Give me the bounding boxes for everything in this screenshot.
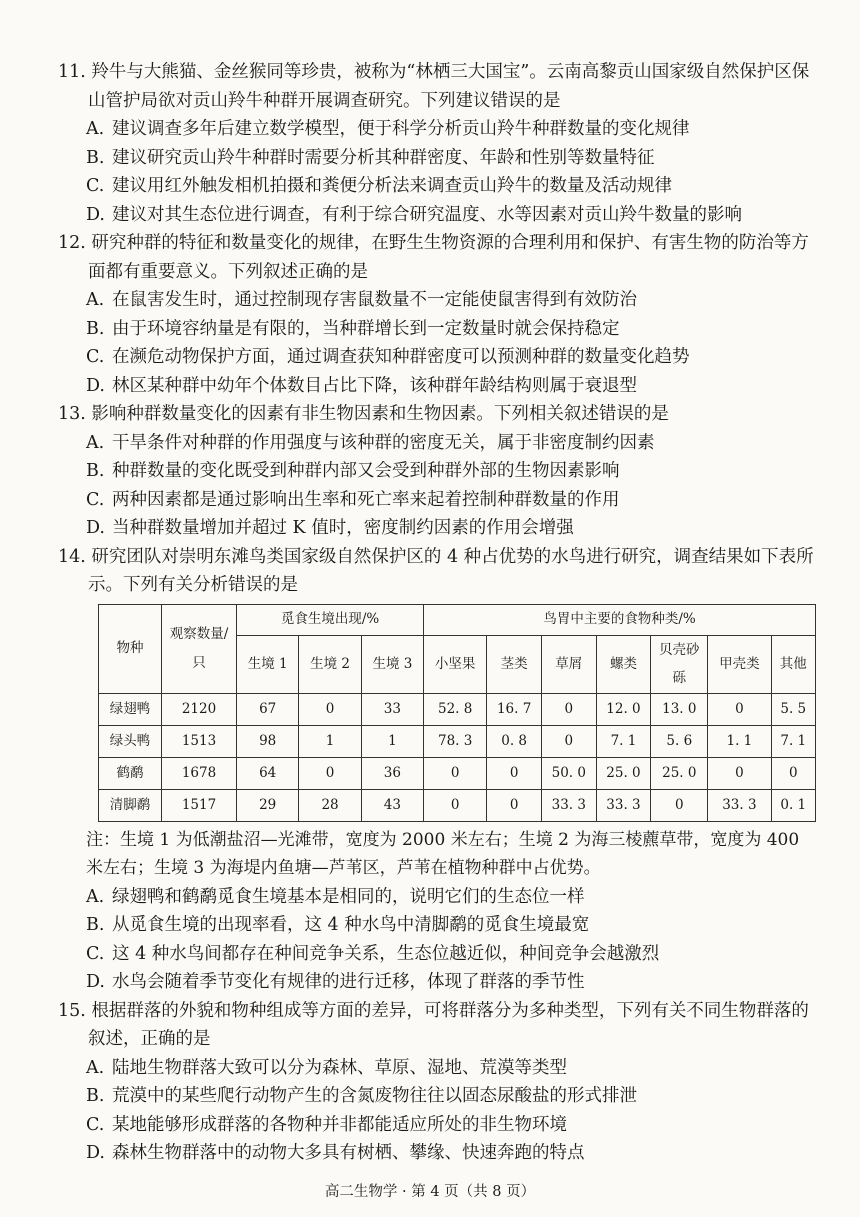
table-cell: 36 [361, 757, 423, 789]
table-cell: 7. 1 [771, 725, 816, 757]
header-food-other: 其他 [771, 635, 816, 693]
header-count: 观察数量/只 [162, 604, 237, 693]
question-13 [58, 400, 820, 543]
table-cell: 绿翅鸭 [99, 693, 162, 725]
table-cell: 5. 6 [651, 725, 708, 757]
table-cell: 1. 1 [708, 725, 771, 757]
table-cell: 0 [424, 789, 487, 821]
table-cell: 2120 [162, 693, 237, 725]
option-c: C. 某地能够形成群落的各物种并非都能适应所处的非生物环境 [86, 1114, 567, 1135]
table-cell: 98 [237, 725, 299, 757]
table-cell: 12. 0 [596, 693, 651, 725]
table-cell: 1513 [162, 725, 237, 757]
question-12 [58, 229, 820, 400]
table-cell: 28 [299, 789, 361, 821]
header-food: 鸟胃中主要的食物种类/% [424, 604, 816, 635]
header-habitat: 觅食生境出现/% [237, 604, 424, 635]
table-body [99, 693, 816, 821]
option-c: C. 这 4 种水鸟间都存在种间竞争关系，生态位越近似，种间竞争会越激烈 [86, 943, 660, 964]
table-cell: 50. 0 [541, 757, 596, 789]
option-a: A. 绿翅鸭和鹤鹬觅食生境基本是相同的，说明它们的生态位一样 [86, 886, 585, 907]
header-food-stem: 茎类 [487, 635, 542, 693]
table-cell: 0. 8 [487, 725, 542, 757]
table-cell: 5. 5 [771, 693, 816, 725]
option-b: B. 由于环境容纳量是有限的，当种群增长到一定数量时就会保持稳定 [86, 318, 620, 339]
header-food-nut: 小坚果 [424, 635, 487, 693]
option-c: C. 建议用红外触发相机拍摄和粪便分析法来调查贡山羚牛的数量及活动规律 [86, 176, 672, 196]
table-cell: 绿头鸭 [99, 725, 162, 757]
table-cell: 78. 3 [424, 725, 487, 757]
table-cell: 1678 [162, 757, 237, 789]
table-row [99, 693, 816, 725]
table-cell: 1517 [162, 789, 237, 821]
table-cell: 16. 7 [487, 693, 542, 725]
header-habitat-1: 生境 1 [237, 635, 299, 693]
option-a: A. 干旱条件对种群的作用强度与该种群的密度无关，属于非密度制约因素 [86, 432, 655, 453]
question-11 [58, 58, 820, 229]
table-cell: 52. 8 [424, 693, 487, 725]
question-15 [58, 997, 820, 1168]
table-cell: 67 [237, 693, 299, 725]
option-d: D. 森林生物群落中的动物大多具有树栖、攀缘、快速奔跑的特点 [86, 1143, 585, 1163]
table-cell: 0 [424, 757, 487, 789]
option-d: D. 水鸟会随着季节变化有规律的进行迁移，体现了群落的季节性 [86, 972, 585, 992]
table-cell: 29 [237, 789, 299, 821]
table-note: 注：生境 1 为低潮盐沼—光滩带，宽度为 2000 米左右；生境 2 为海三棱藨草带，宽度为 400 米左右；生境 3 为海堤内鱼塘—芦苇区，芦苇在植物种群中占优势。 [86, 829, 800, 878]
question-stem: 13. 影响种群数量变化的因素有非生物因素和生物因素。下列相关叙述错误的是 [58, 404, 669, 424]
table-cell: 25. 0 [651, 757, 708, 789]
table-cell: 0 [487, 789, 542, 821]
header-habitat-2: 生境 2 [299, 635, 361, 693]
header-habitat-3: 生境 3 [361, 635, 423, 693]
header-species: 物种 [99, 604, 162, 693]
header-food-crustacean: 甲壳类 [708, 635, 771, 693]
table-cell: 33. 3 [541, 789, 596, 821]
option-b: B. 建议研究贡山羚牛种群时需要分析其种群密度、年龄和性别等数量特征 [86, 147, 655, 168]
table-cell: 7. 1 [596, 725, 651, 757]
option-c: C. 在濒危动物保护方面，通过调查获知种群密度可以预测种群的数量变化趋势 [86, 347, 690, 367]
table-cell: 0 [708, 757, 771, 789]
table-cell: 33. 3 [596, 789, 651, 821]
table-cell: 33 [361, 693, 423, 725]
table-cell: 33. 3 [708, 789, 771, 821]
table-cell: 0 [487, 757, 542, 789]
option-a: A. 建议调查多年后建立数学模型，便于科学分析贡山羚牛种群数量的变化规律 [86, 119, 690, 139]
table-cell: 鹤鹬 [99, 757, 162, 789]
table-cell: 25. 0 [596, 757, 651, 789]
option-b: B. 从觅食生境的出现率看，这 4 种水鸟中清脚鹬的觅食生境最宽 [86, 915, 590, 935]
table-cell: 0. 1 [771, 789, 816, 821]
header-food-snail: 螺类 [596, 635, 651, 693]
table-cell: 0 [651, 789, 708, 821]
table-cell: 0 [299, 693, 361, 725]
header-food-grass: 草屑 [541, 635, 596, 693]
table-row [99, 725, 816, 757]
table-cell: 64 [237, 757, 299, 789]
table-cell: 1 [361, 725, 423, 757]
table-cell: 13. 0 [651, 693, 708, 725]
option-d: D. 建议对其生态位进行调查，有利于综合研究温度、水等因素对贡山羚牛数量的影响 [86, 204, 742, 225]
table-cell: 0 [541, 693, 596, 725]
question-14 [58, 543, 820, 997]
option-b: B. 种群数量的变化既受到种群内部又会受到种群外部的生物因素影响 [86, 461, 620, 481]
question-stem: 12. 研究种群的特征和数量变化的规律，在野生生物资源的合理利用和保护、有害生物的防治等方面都有重要意义。下列叙述正确的是 [58, 233, 809, 282]
option-d: D. 林区某种群中幼年个体数目占比下降，该种群年龄结构则属于衰退型 [86, 375, 637, 396]
question-stem: 15. 根据群落的外貌和物种组成等方面的差异，可将群落分为多种类型，下列有关不同生物群落的叙述，正确的是 [58, 1000, 809, 1049]
table-cell: 0 [541, 725, 596, 757]
bird-survey-table [98, 604, 816, 822]
option-b: B. 荒漠中的某些爬行动物产生的含氮废物往往以固态尿酸盐的形式排泄 [86, 1086, 637, 1106]
question-stem: 14. 研究团队对崇明东滩鸟类国家级自然保护区的 4 种占优势的水鸟进行研究，调查结果如下表所示。下列有关分析错误的是 [58, 546, 814, 595]
table-cell: 0 [771, 757, 816, 789]
header-food-shell: 贝壳砂砾 [651, 635, 708, 693]
table-row [99, 789, 816, 821]
option-c: C. 两种因素都是通过影响出生率和死亡率来起着控制种群数量的作用 [86, 489, 620, 510]
option-a: A. 在鼠害发生时，通过控制现存害鼠数量不一定能使鼠害得到有效防治 [86, 290, 637, 310]
question-stem: 11. 羚牛与大熊猫、金丝猴同等珍贵，被称为“林栖三大国宝”。云南高黎贡山国家级自然保护区保山管护局欲对贡山羚牛种群开展调查研究。下列建议错误的是 [58, 62, 810, 111]
option-d: D. 当种群数量增加并超过 K 值时，密度制约因素的作用会增强 [86, 518, 574, 538]
table-cell: 清脚鹬 [99, 789, 162, 821]
table-cell: 1 [299, 725, 361, 757]
table-cell: 0 [708, 693, 771, 725]
table-cell: 43 [361, 789, 423, 821]
table-cell: 0 [299, 757, 361, 789]
option-a: A. 陆地生物群落大致可以分为森林、草原、湿地、荒漠等类型 [86, 1057, 567, 1078]
table-row [99, 757, 816, 789]
page-footer: 高二生物学 · 第 4 页（共 8 页） [324, 1184, 536, 1200]
